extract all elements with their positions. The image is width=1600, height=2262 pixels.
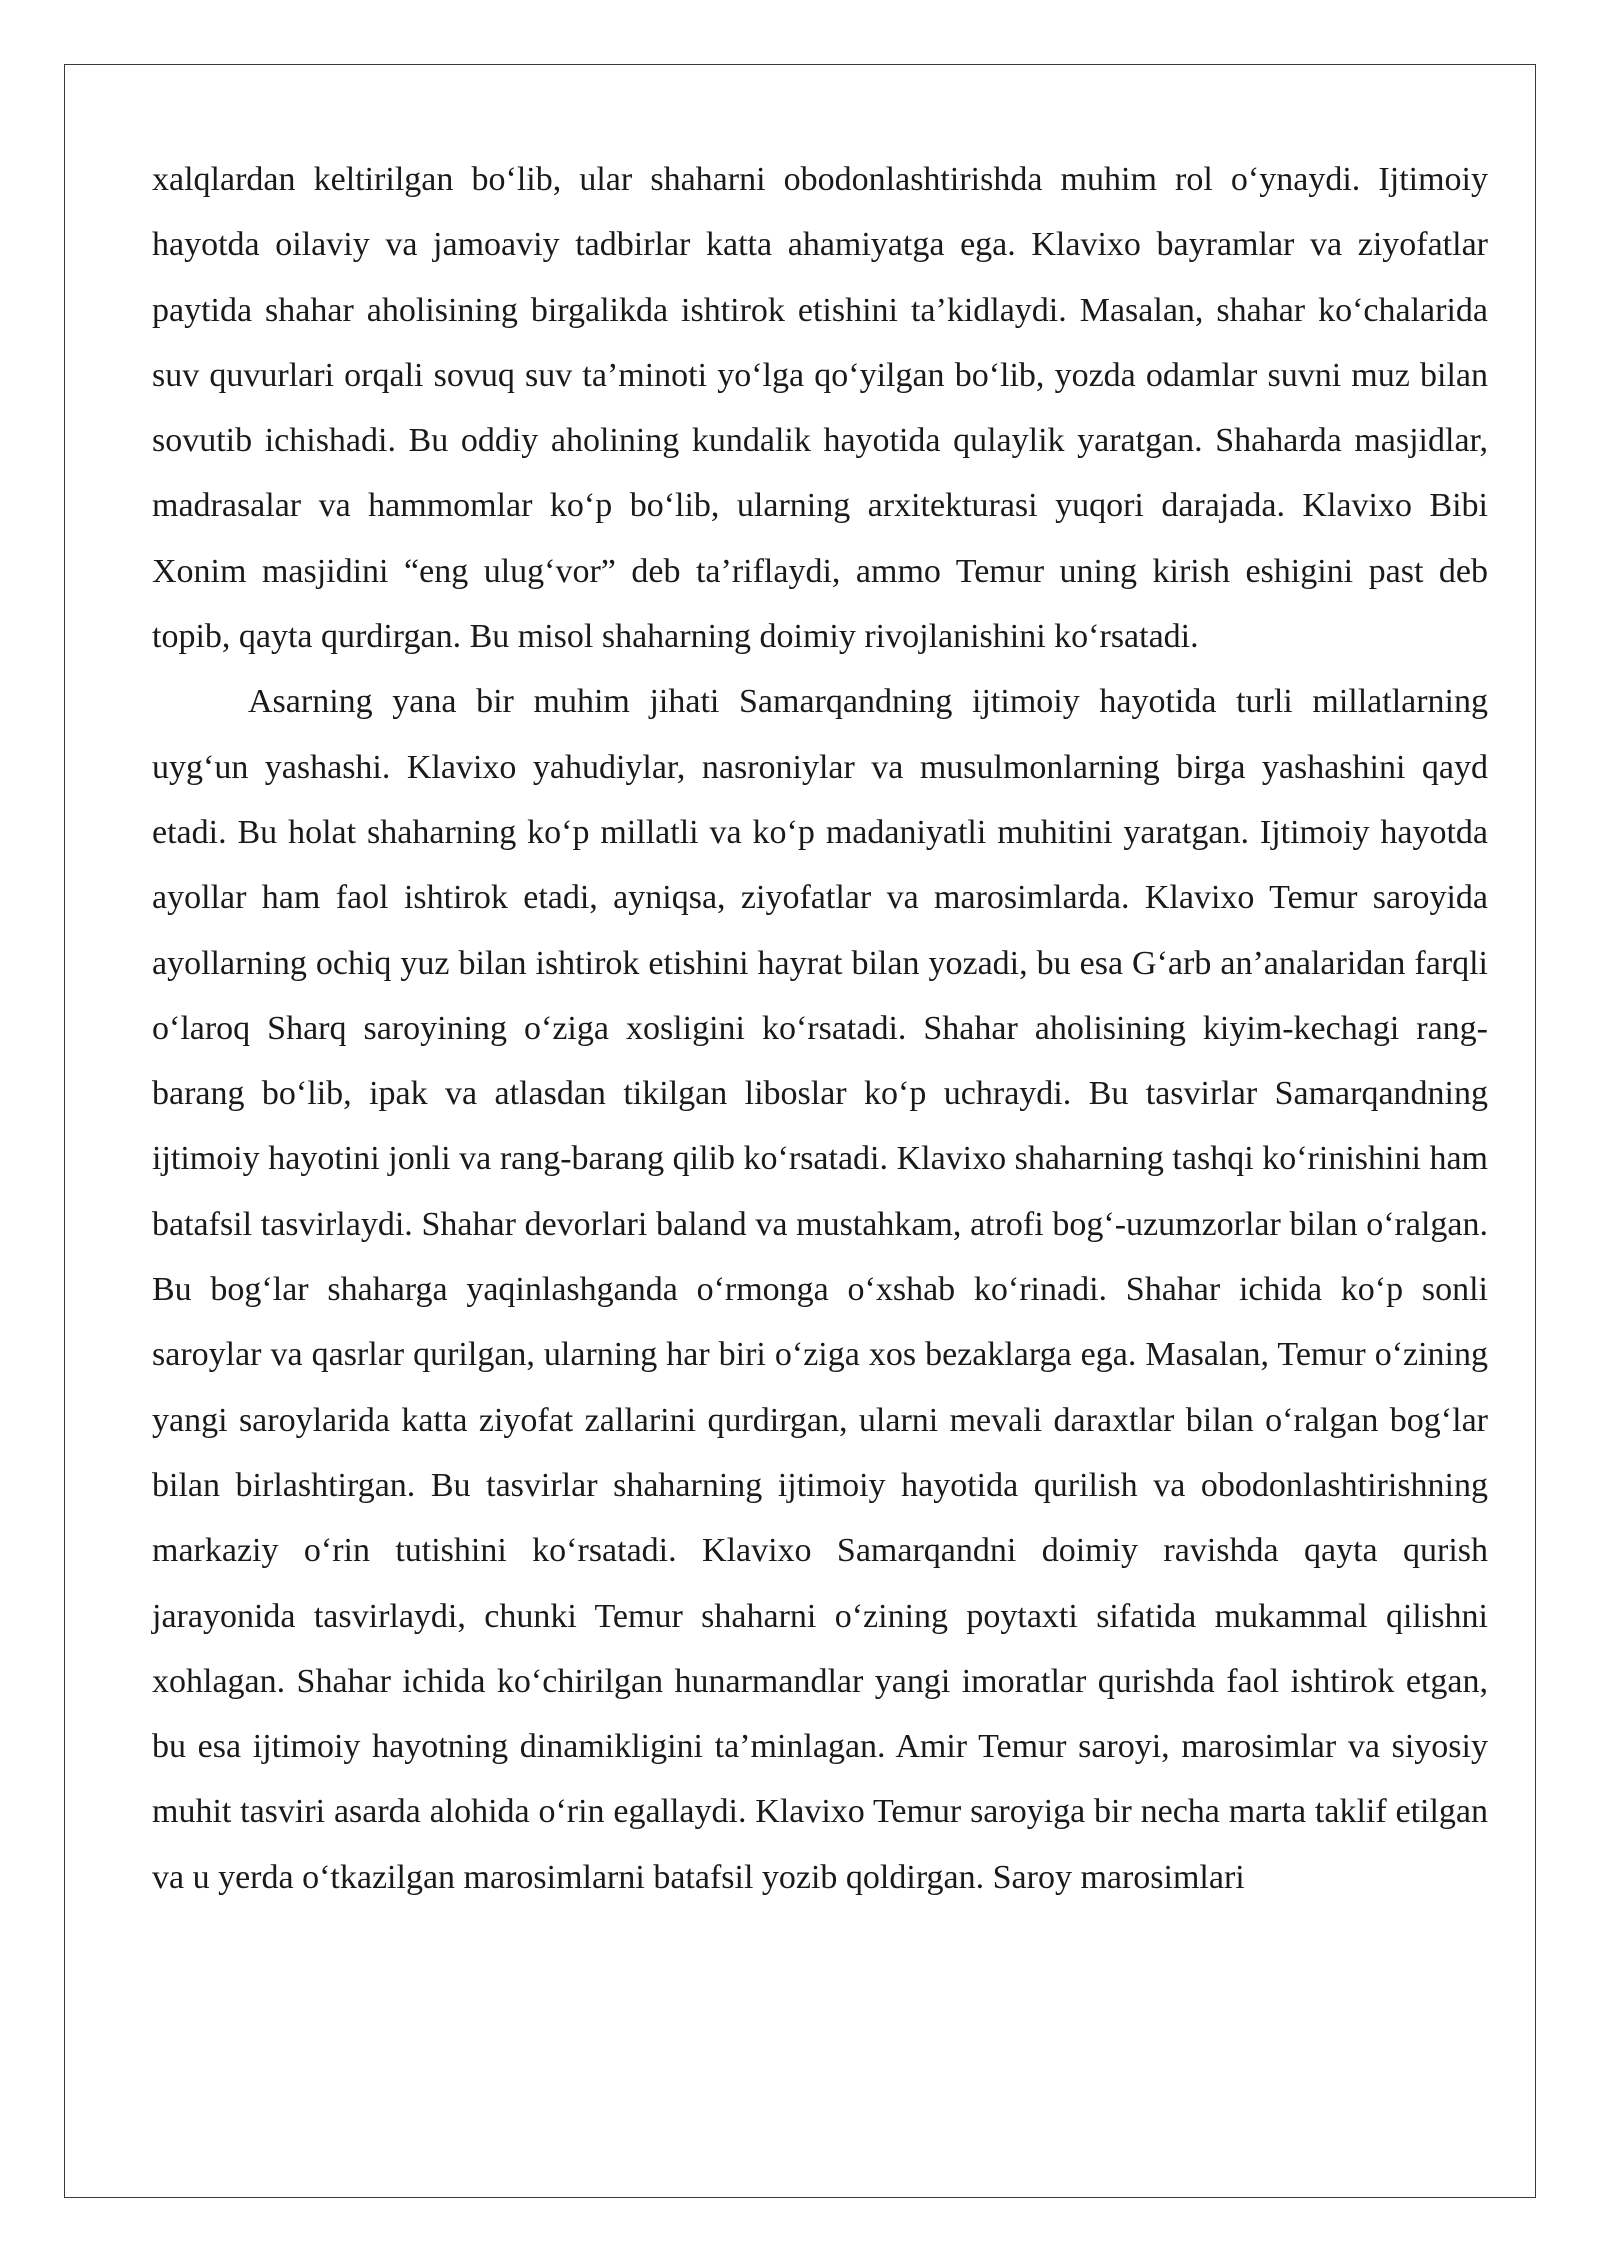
paragraph-2: Asarning yana bir muhim jihati Samarqandning ijtimoiy hayotida turli millatlarning uyg‘un yashashi. Klavixo yahudiylar, nasroniylar va musulmonlarning birga yashashini qayd etadi. Bu holat shaharning ko‘p millatli va ko‘p madaniyatli muhitini yaratgan. Ijtimoiy hayotda ayollar ham faol ishtirok etadi, ayniqsa, ziyofatlar va marosimlarda. Klavixo Temur saroyida ayollarning ochiq yuz bilan ishtirok etishini hayrat bilan yozadi, bu esa G‘arb an’analaridan farqli o‘laroq Sharq saroyining o‘ziga xosligini ko‘rsatadi. Shahar aholisining kiyim-kechagi rang-barang bo‘lib, ipak va atlasdan tikilgan liboslar ko‘p uchraydi. Bu tasvirlar Samarqandning ijtimoiy hayotini jonli va rang-barang qilib ko‘rsatadi. Klavixo shaharning tashqi ko‘rinishini ham batafsil tasvirlaydi. Shahar devorlari baland va mustahkam, atrofi bog‘-uzumzorlar bilan o‘ralgan. Bu bog‘lar shaharga yaqinlashganda o‘rmonga o‘xshab ko‘rinadi. Shahar ichida ko‘p sonli saroylar va qasrlar qurilgan, ularning har biri o‘ziga xos bezaklarga ega. Masalan, Temur o‘zining yangi saroylarida katta ziyofat zallarini qurdirgan, ularni mevali daraxtlar bilan o‘ralgan bog‘lar bilan birlashtirgan. Bu tasvirlar shaharning ijtimoiy hayotida qurilish va obodonlashtirishning markaziy o‘rin tutishini ko‘rsatadi. Klavixo Samarqandni doimiy ravishda qayta qurish jarayonida tasvirlaydi, chunki Temur shaharni o‘zining poytaxti sifatida mukammal qilishni xohlagan. Shahar ichida ko‘chirilgan hunarmandlar yangi imoratlar qurishda faol ishtirok etgan, bu esa ijtimoiy hayotning dinamikligini ta’minlagan. Amir Temur saroyi, marosimlar va siyosiy muhit tasviri asarda alohida o‘rin egallaydi. Klavixo Temur saroyiga bir necha marta taklif etilgan va u yerda o‘tkazilgan marosimlarni batafsil yozib qoldirgan. Saroy marosimlari — [152, 683, 1488, 1896]
document-body — [152, 147, 1488, 1910]
paragraph-1: xalqlardan keltirilgan bo‘lib, ular shaharni obodonlashtirishda muhim rol o‘ynaydi. Ijtimoiy hayotda oilaviy va jamoaviy tadbirlar katta ahamiyatga ega. Klavixo bayramlar va ziyofatlar paytida shahar aholisining birgalikda ishtirok etishini ta’kidlaydi. Masalan, shahar ko‘chalarida suv quvurlari orqali sovuq suv ta’minoti yo‘lga qo‘yilgan bo‘lib, yozda odamlar suvni muz bilan sovutib ichishadi. Bu oddiy aholining kundalik hayotida qulaylik yaratgan. Shaharda masjidlar, madrasalar va hammomlar ko‘p bo‘lib, ularning arxitekturasi yuqori darajada. Klavixo Bibi Xonim masjidini “eng ulug‘vor” deb ta’riflaydi, ammo Temur uning kirish eshigini past deb topib, qayta qurdirgan. Bu misol shaharning doimiy rivojlanishini ko‘rsatadi. — [152, 161, 1488, 656]
